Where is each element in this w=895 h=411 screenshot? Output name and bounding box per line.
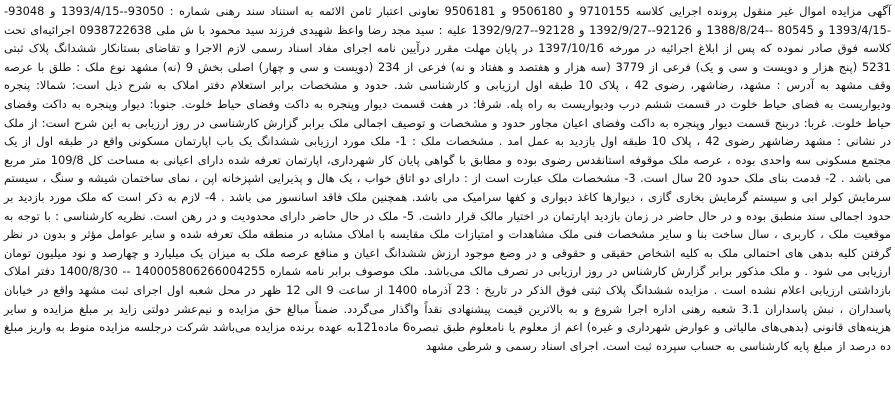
auction-notice-text: آگهی مزایده اموال غیر منقول پرونده اجرایی کلاسه 9710155 و 9506180 و 9506181 تعاونی اعتبار ثامن الائمه به استناد سند رهنی شماره : 93050--1393/4/15 و 93048--1393/4/15 و 80545 --1388/8/24 و 92126--1392/9/27 و 92128--1392/9/27 علیه : سید مجد رضا واعظ شهیدی فرزند سید محمود با ش ملی 0938722638 اجرائیه‌ای تحت کلاسه فوق صادر نموده که پس از ابلاغ اجرائیه در مورخه 1397/10/16 در پایان مهلت مقرر درآیین نامه اجرای مفاد اسناد رسمی لازم الاجرا و تقاضای بستانکار ششدانگ پلاک ثبتی 5231 (پنج هزار و دویست و سی و یک) فرعی از 3779 (سه هزار و هفتصد و هفتاد و نه) فرعی از 234 (دویست و سی و چهار) اصلی بخش 9 (نه) مشهد نوع ملک : طلق با عرصه وقف مشهد به آدرس : مشهد، رضاشهر، رضوی 42 ، پلاک 10 طبقه اول ارزیابی و کارشناسی شد. حدود و مشخصات برابر استعلام دفتر املاک به شرح ذیل است: شمالا: پنجره ودیواریست به فضای حیاط خلوت در قسمت ششم درب ودیواریست به راه پله. شرقا: در هفت قسمت دیوار وپنجره به داکت وفضای حیاط خلوت. جنوبا: دیوار وپنجره به داکت وفضای حیاط خلوت. غربا: دربنج قسمت دیوار وپنجره به داکت وفضای اعیان مجاور حدود و مشخصات و توصیف اجمالی ملک برابر گزارش کارشناسی در روز ارزیابی به این شرح است: از ملک در نشانی : مشهد رضاشهر رضوی 42 ، پلاک 10 طبقه اول بازدید به عمل امد . مشخصات ملک : 1- ملک مورد ارزیابی ششدانگ یک باب اپارتمان مسکونی واقع در طبقه اول از یک مجتمع مسکونی سه واحدی بوده ، عرصه ملک موقوفه استانقدس رضوی بوده و مطابق با گواهی پایان کار شهرداری، اپارتمان تعرفه شده دارای اعیانی به مساحت کل 109/8 متر مربع می باشد . 2- قدمت بنای ملک حدود 20 سال است. 3- مشخصات ملک عبارت است از : دارای دو اتاق خواب ، یک هال و پذیرایی اشپزخانه اپن ، نمای ساختمان شیشه و سنگ ، سیستم سرمایش کولر ابی و سیستم گرمایش بخاری گازی ، دیوارها کاغذ دیواری و کفها سرامیک می باشد. همچنین ملک فاقد اسانسور می باشد . 4- لازم به ذکر است که ملک مورد بازدید بر حدود اجمالی سند منطبق بوده و در حال حاضر در زمان بازدید اپارتمان در اختیار مالک قرار داشت. 5- ملک در حال حاضر دارای محدودیت و در رهن است. نظریه کارشناسی : با توجه به موقعیت ملک ، کاربری ، سال ساخت بنا و سایر مشخصات فنی ملک مشاهدات و امتیازات ملک مقایسه با املاک مشابه در منطقه ملک تعرفه شده و سایر عوامل مؤثر و بدون در نظر گرفتن کلیه بدهی های احتمالی ملک به کلیه اشخاص حقیقی و حقوقی و در وضع موجود ارزش ششدانگ اعیان و منافع عرصه ملک به میزان یک میلیارد و چهارصد و نود میلیون تومان ارزیابی می شود . و ملک مذکور برابر گزارش کارشناس در روز ارزیابی در تصرف مالک می‌باشد. ملک موصوف برابر نامه شماره 140005806266004255 -- 1400/8/30 دفتر املاک بازداشتی ارزیابی اعلام نشده است . مزایده ششدانگ پلاک ثبتی فوق الذکر در تاریخ : 23 آذرماه 1400 از ساعت 9 الی 12 ظهر در محل شعبه اول اجرای ثبت مشهد واقع در خیابان پاسداران ، نبش پاسداران 3.1 شعبه رهنی اداره اجرا شروع و به بالاترین قیمت پیشنهادی نقداً واگذار می‌گردد. ضمناً مبالغ حق مزایده و نیم‌عشر دولتی زاید بر مبلغ مزایده و سایر هزینه‌های قانونی (بدهی‌های مالیاتی و عوارض شهرداری و غیره) اعم از معلوم یا نامعلوم طبق تبصره6 ماده121به عهده برنده مزایده می‌باشد شرکت درجلسه مزایده منوط به واریز مبلغ ده درصد از مبلغ پایه کارشناسی به حساب سپرده ثبت است. اجرای اسناد رسمی و شرطی مشهد <box>4 4 892 353</box>
